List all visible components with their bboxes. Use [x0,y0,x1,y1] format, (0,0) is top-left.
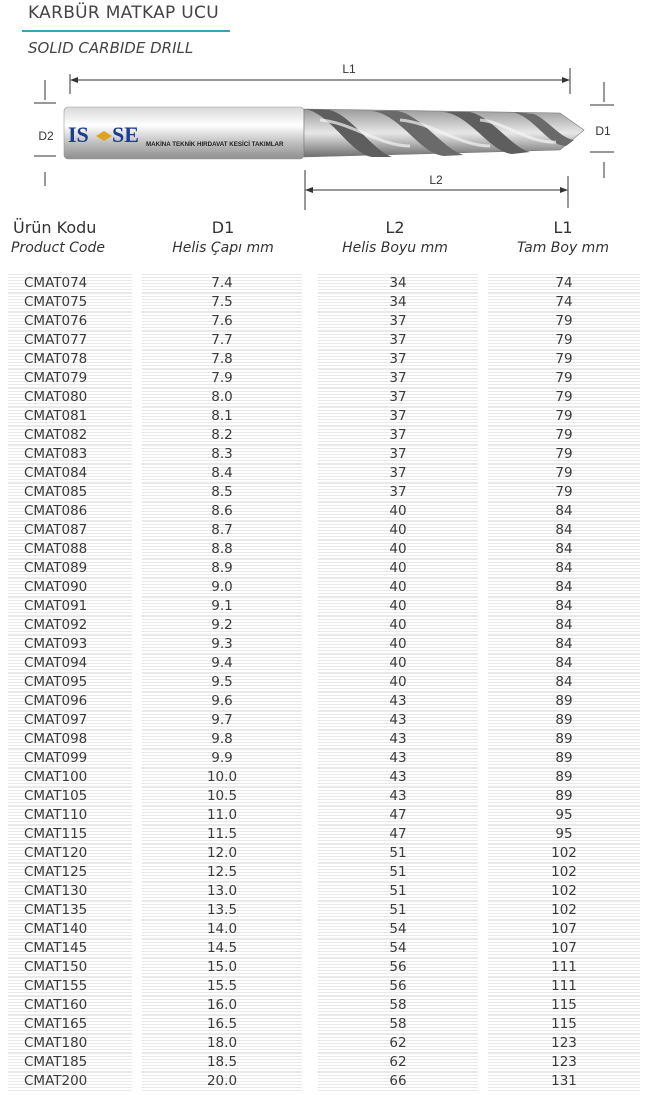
cell-product-code: CMAT094 [8,654,132,673]
cell-product-code: CMAT130 [8,882,132,901]
cell-l2: 37 [318,350,478,369]
cell-l1: 84 [488,616,640,635]
cell-l2: 47 [318,825,478,844]
table-row [0,502,645,521]
table-row [0,654,645,673]
cell-l1: 79 [488,445,640,464]
cell-l2: 40 [318,502,478,521]
header-l1: L1 Tam Boy mm [517,218,609,256]
cell-l1: 79 [488,350,640,369]
cell-l1: 123 [488,1053,640,1072]
table-row [0,901,645,920]
cell-l1: 84 [488,502,640,521]
table-row [0,673,645,692]
cell-product-code: CMAT080 [8,388,132,407]
cell-d1: 9.7 [142,711,302,730]
cell-l2: 43 [318,692,478,711]
cell-product-code: CMAT075 [8,293,132,312]
cell-product-code: CMAT098 [8,730,132,749]
cell-l1: 107 [488,939,640,958]
table-row [0,445,645,464]
table-row [0,749,645,768]
svg-text:SE: SE [112,122,139,147]
cell-l2: 56 [318,977,478,996]
table-row [0,483,645,502]
table-row [0,616,645,635]
table-row [0,369,645,388]
cell-l2: 40 [318,540,478,559]
cell-l2: 40 [318,635,478,654]
cell-l1: 84 [488,635,640,654]
cell-d1: 8.8 [142,540,302,559]
cell-d1: 14.0 [142,920,302,939]
table-row [0,1072,645,1091]
header-d1: D1 Helis Çapı mm [172,218,274,256]
table-row [0,920,645,939]
cell-l2: 43 [318,711,478,730]
cell-l2: 37 [318,407,478,426]
cell-l1: 79 [488,426,640,445]
cell-l1: 115 [488,996,640,1015]
cell-l2: 34 [318,293,478,312]
table-row [0,1034,645,1053]
cell-d1: 9.5 [142,673,302,692]
cell-l1: 79 [488,331,640,350]
cell-d1: 9.8 [142,730,302,749]
cell-l2: 37 [318,445,478,464]
table-header [0,218,645,266]
cell-l1: 131 [488,1072,640,1091]
cell-l1: 102 [488,901,640,920]
table-row [0,711,645,730]
cell-l1: 84 [488,540,640,559]
cell-l2: 37 [318,464,478,483]
cell-d1: 9.1 [142,597,302,616]
cell-l1: 89 [488,692,640,711]
table-row [0,635,645,654]
cell-l2: 51 [318,844,478,863]
svg-text:MAKİNA TEKNİK HIRDAVAT KESİCİ: MAKİNA TEKNİK HIRDAVAT KESİCİ TAKIMLAR [146,141,284,148]
table-row [0,331,645,350]
cell-product-code: CMAT091 [8,597,132,616]
cell-product-code: CMAT079 [8,369,132,388]
cell-d1: 14.5 [142,939,302,958]
cell-l1: 115 [488,1015,640,1034]
cell-d1: 15.0 [142,958,302,977]
cell-l1: 123 [488,1034,640,1053]
cell-d1: 7.6 [142,312,302,331]
table-row [0,464,645,483]
cell-d1: 9.2 [142,616,302,635]
cell-l1: 84 [488,654,640,673]
cell-product-code: CMAT135 [8,901,132,920]
table-row [0,844,645,863]
table-row [0,407,645,426]
cell-product-code: CMAT084 [8,464,132,483]
cell-l1: 84 [488,578,640,597]
page-title: KARBÜR MATKAP UCU [28,3,219,23]
cell-l2: 37 [318,331,478,350]
table-row [0,274,645,293]
table-row [0,521,645,540]
cell-l1: 79 [488,407,640,426]
cell-l2: 37 [318,483,478,502]
svg-text:IS: IS [68,122,89,147]
cell-l1: 74 [488,274,640,293]
cell-l1: 79 [488,369,640,388]
cell-l2: 40 [318,559,478,578]
cell-product-code: CMAT097 [8,711,132,730]
cell-l2: 40 [318,654,478,673]
cell-product-code: CMAT095 [8,673,132,692]
table-row [0,578,645,597]
cell-d1: 8.2 [142,426,302,445]
table-row [0,977,645,996]
cell-product-code: CMAT081 [8,407,132,426]
table-row [0,388,645,407]
cell-product-code: CMAT185 [8,1053,132,1072]
cell-product-code: CMAT092 [8,616,132,635]
cell-d1: 18.0 [142,1034,302,1053]
table-row [0,863,645,882]
cell-product-code: CMAT120 [8,844,132,863]
table-row [0,312,645,331]
cell-l2: 47 [318,806,478,825]
cell-d1: 10.0 [142,768,302,787]
cell-product-code: CMAT078 [8,350,132,369]
cell-l2: 40 [318,597,478,616]
table-row [0,692,645,711]
cell-d1: 9.9 [142,749,302,768]
cell-d1: 11.0 [142,806,302,825]
cell-d1: 8.1 [142,407,302,426]
cell-d1: 7.4 [142,274,302,293]
cell-l2: 40 [318,616,478,635]
cell-l2: 43 [318,768,478,787]
cell-product-code: CMAT093 [8,635,132,654]
cell-product-code: CMAT140 [8,920,132,939]
cell-l2: 51 [318,901,478,920]
cell-l2: 54 [318,920,478,939]
cell-d1: 18.5 [142,1053,302,1072]
cell-d1: 9.0 [142,578,302,597]
cell-l1: 89 [488,787,640,806]
cell-l1: 89 [488,730,640,749]
table-row [0,540,645,559]
product-table [0,274,645,1091]
cell-d1: 8.9 [142,559,302,578]
cell-product-code: CMAT074 [8,274,132,293]
cell-l1: 102 [488,882,640,901]
cell-product-code: CMAT089 [8,559,132,578]
table-row [0,730,645,749]
dimension-label-l1: L1 [342,62,356,76]
table-row [0,350,645,369]
dimension-label-d1: D1 [595,124,611,138]
cell-l1: 102 [488,844,640,863]
cell-d1: 7.7 [142,331,302,350]
cell-d1: 8.3 [142,445,302,464]
cell-l1: 84 [488,673,640,692]
cell-product-code: CMAT155 [8,977,132,996]
cell-l2: 62 [318,1034,478,1053]
page-subtitle: SOLID CARBIDE DRILL [28,39,194,57]
cell-d1: 20.0 [142,1072,302,1091]
cell-l2: 43 [318,787,478,806]
cell-l1: 79 [488,464,640,483]
cell-product-code: CMAT090 [8,578,132,597]
table-row [0,996,645,1015]
header-l2: L2 Helis Boyu mm [342,218,448,256]
cell-product-code: CMAT087 [8,521,132,540]
cell-d1: 7.8 [142,350,302,369]
table-row [0,787,645,806]
cell-l1: 111 [488,977,640,996]
cell-l2: 37 [318,312,478,331]
cell-l2: 40 [318,578,478,597]
cell-d1: 13.0 [142,882,302,901]
cell-d1: 8.4 [142,464,302,483]
cell-product-code: CMAT096 [8,692,132,711]
cell-product-code: CMAT115 [8,825,132,844]
cell-product-code: CMAT165 [8,1015,132,1034]
cell-product-code: CMAT082 [8,426,132,445]
table-row [0,768,645,787]
cell-l2: 40 [318,673,478,692]
cell-product-code: CMAT145 [8,939,132,958]
cell-l2: 58 [318,996,478,1015]
table-row [0,806,645,825]
cell-l2: 51 [318,863,478,882]
cell-l2: 40 [318,521,478,540]
cell-l2: 56 [318,958,478,977]
drill-shank [64,107,304,159]
cell-d1: 8.5 [142,483,302,502]
cell-l1: 84 [488,559,640,578]
cell-product-code: CMAT077 [8,331,132,350]
cell-d1: 12.5 [142,863,302,882]
cell-d1: 12.0 [142,844,302,863]
title-underline [22,30,230,32]
cell-l2: 66 [318,1072,478,1091]
cell-l2: 43 [318,730,478,749]
cell-d1: 9.4 [142,654,302,673]
cell-l1: 79 [488,312,640,331]
cell-d1: 7.9 [142,369,302,388]
cell-d1: 16.5 [142,1015,302,1034]
cell-product-code: CMAT085 [8,483,132,502]
table-row [0,882,645,901]
cell-d1: 7.5 [142,293,302,312]
cell-l2: 43 [318,749,478,768]
table-row [0,1015,645,1034]
cell-l1: 95 [488,806,640,825]
cell-d1: 11.5 [142,825,302,844]
cell-d1: 8.7 [142,521,302,540]
cell-d1: 8.0 [142,388,302,407]
cell-l2: 51 [318,882,478,901]
cell-product-code: CMAT125 [8,863,132,882]
table-row [0,597,645,616]
cell-l1: 79 [488,483,640,502]
cell-l1: 95 [488,825,640,844]
drill-diagram [0,60,645,210]
cell-l2: 37 [318,388,478,407]
cell-d1: 16.0 [142,996,302,1015]
table-row [0,293,645,312]
cell-l1: 89 [488,749,640,768]
drill-flute-body [304,109,584,157]
cell-l1: 84 [488,597,640,616]
cell-product-code: CMAT105 [8,787,132,806]
header-product-code: Ürün Kodu Product Code [11,218,106,256]
table-row [0,939,645,958]
cell-l2: 58 [318,1015,478,1034]
cell-l2: 37 [318,426,478,445]
dimension-label-l2: L2 [429,173,443,187]
cell-l1: 102 [488,863,640,882]
cell-l2: 62 [318,1053,478,1072]
cell-l2: 34 [318,274,478,293]
cell-d1: 13.5 [142,901,302,920]
cell-d1: 9.6 [142,692,302,711]
cell-product-code: CMAT180 [8,1034,132,1053]
cell-l1: 84 [488,521,640,540]
cell-product-code: CMAT200 [8,1072,132,1091]
cell-product-code: CMAT099 [8,749,132,768]
table-row [0,958,645,977]
cell-product-code: CMAT083 [8,445,132,464]
cell-d1: 8.6 [142,502,302,521]
cell-product-code: CMAT100 [8,768,132,787]
table-row [0,559,645,578]
cell-l2: 37 [318,369,478,388]
cell-product-code: CMAT110 [8,806,132,825]
cell-l1: 74 [488,293,640,312]
cell-l1: 107 [488,920,640,939]
cell-d1: 15.5 [142,977,302,996]
cell-product-code: CMAT150 [8,958,132,977]
cell-product-code: CMAT086 [8,502,132,521]
dimension-label-d2: D2 [38,129,54,143]
table-row [0,825,645,844]
table-row [0,1053,645,1072]
cell-l1: 79 [488,388,640,407]
cell-d1: 9.3 [142,635,302,654]
cell-product-code: CMAT076 [8,312,132,331]
cell-l1: 89 [488,711,640,730]
cell-l2: 54 [318,939,478,958]
cell-l1: 89 [488,768,640,787]
cell-l1: 111 [488,958,640,977]
table-row [0,426,645,445]
cell-product-code: CMAT160 [8,996,132,1015]
cell-product-code: CMAT088 [8,540,132,559]
cell-d1: 10.5 [142,787,302,806]
